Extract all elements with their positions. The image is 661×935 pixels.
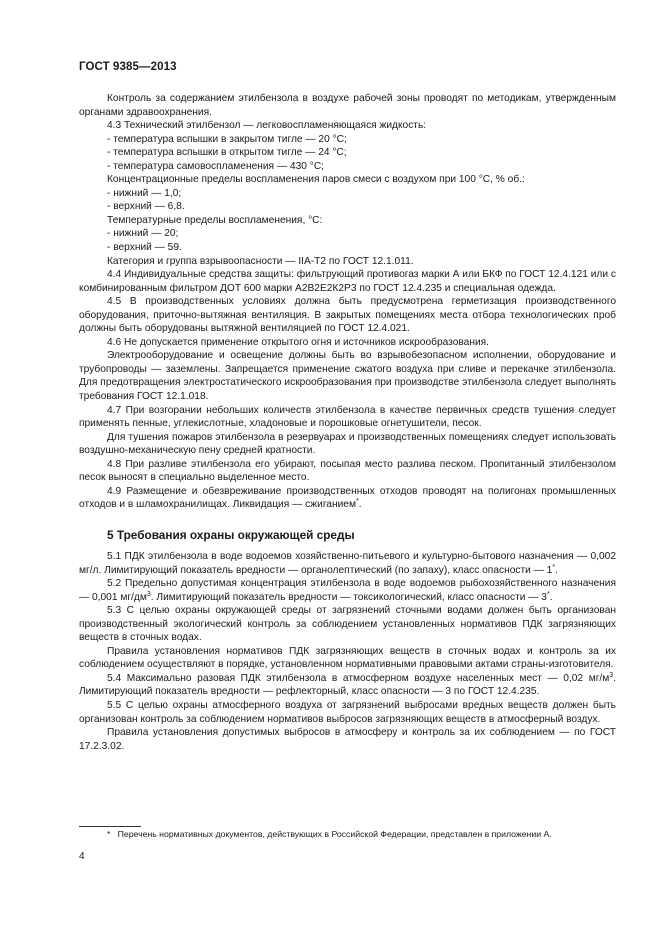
footnote-divider — [79, 826, 141, 827]
footnote-text: Перечень нормативных документов, действующих в Российской Федерации, представлен в приложении А. — [117, 829, 552, 839]
paragraph-5-2: 5.2 Предельно допустимая концентрация этилбензола в воде водоемов рыбохозяйственного назначения — 0,001 $мг/дм^3$. Лимитирующий показатель вредности — токсикологический, класс опасности — 3*. — [79, 578, 616, 603]
paragraph-5-1: 5.1 ПДК этилбензола в воде водоемов хозяйственно-питьевого и культурно-бытового назначения — 0,002 мг/л. Лимитирующий показатель вредности — органолептический (по запаху), класс опасности — 1*. — [79, 550, 616, 576]
footnote — [79, 829, 619, 840]
paragraph-4-3: 4.3 Технический этилбензол — легковоспламеняющаяся жидкость: — [107, 120, 427, 132]
paragraph-5-4-text: 5.4 Максимально разовая ПДК этилбензола в атмосферном воздухе населенных мест — 0,02 мг/м — [107, 672, 610, 684]
paragraph-4-4: 4.4 Индивидуальные средства защиты: фильтрующий противогаз марки А или БКФ по ГОСТ 12.4.121 или с комбинированным фильтром ДОТ 600 марки А2В2Е2К2Р3 по ГОСТ 12.4.235 и специальная одежда. — [79, 269, 616, 294]
superscript-3: 3 — [609, 671, 614, 679]
footnote-marker: * — [107, 829, 111, 839]
page-number: 4 — [79, 851, 85, 862]
footnote-mark: * — [552, 563, 556, 571]
paragraph-emission-rules: Правила установления допустимых выбросов в атмосферу и контроль за их соблюдением — по ГОСТ 17.2.3.02. — [79, 727, 616, 752]
paragraph-4-9: 4.9 Размещение и обезвреживание производственных отходов проводят на полигонах промышленных отходов и в шламохранилищах. Ликвидация — сжиганием*. — [79, 485, 616, 511]
footnote-mark: * — [355, 498, 359, 506]
paragraph-5-2-tail: . Лимитирующий показатель вредности — токсикологический, класс опасности — 3 — [150, 591, 547, 603]
list-item: - температура самовоспламенения — 430 °С; — [107, 160, 325, 172]
paragraph-4-6: 4.6 Не допускается применение открытого огня и источников искрообразования. — [107, 336, 490, 348]
paragraph-5-1-text: 5.1 ПДК этилбензола в воде водоемов хозяйственно-питьевого и культурно-бытового назначения — 0,002 мг/л. Лимитирующий показатель вредности — органолептический (по запаху), класс опасности — 1 — [79, 550, 616, 576]
document-header: ГОСТ 9385—2013 — [79, 61, 177, 73]
paragraph-5-3: 5.3 С целью охраны окружающей среды от загрязнений сточными водами должен быть организован производственный экологический контроль за соблюдением установленных нормативов ПДК загрязняющих веществ в сточных водах. — [79, 605, 616, 644]
list-item: - верхний — 59. — [107, 242, 182, 254]
section-5-heading: 5 Требования охраны окружающей среды — [107, 527, 355, 542]
paragraph-electro: Электрооборудование и освещение должны быть во взрывобезопасном исполнении, оборудование и трубопроводы — заземлены. Запрещается применение сжатого воздуха при сливе и перекачке этилбензола. Для предотвращения электростатического искрообразования при производстве этилбензола следует выполнять требования ГОСТ 12.1.018. — [79, 350, 616, 403]
list-item: - нижний — 20; — [107, 228, 179, 240]
body-text — [79, 92, 616, 753]
list-item: - температура вспышки в открытом тигле — 24 °С; — [107, 147, 347, 159]
paragraph-4-5: 4.5 В производственных условиях должна быть предусмотрена герметизация производственного оборудования, приточно-вытяжная вентиляция. В закрытых помещениях места отбора технологических проб должны быть оборудованы вытяжной вентиляцией по ГОСТ 12.4.021. — [79, 296, 616, 335]
paragraph-conc-limits: Концентрационные пределы воспламенения паров смеси с воздухом при 100 °С, % об.: — [107, 174, 525, 186]
paragraph-4-7: 4.7 При возгорании небольших количеств этилбензола в качестве первичных средств тушения следует применять пенные, углекислотные, хладоновые и порошковые огнетушители, песок. — [79, 404, 616, 430]
paragraph-4-8: 4.8 При разливе этилбензола его убирают, посыпая место разлива песком. Пропитанный этилбензолом песок выносят в специально выделенное место. — [79, 458, 616, 484]
superscript-3: 3 — [146, 590, 151, 598]
paragraph-fire-tanks: Для тушения пожаров этилбензола в резервуарах и производственных помещениях следует использовать воздушно-механическую пену средней кратности. — [79, 431, 616, 457]
paragraph-temp-limits: Температурные пределы воспламенения, °С: — [107, 214, 323, 226]
paragraph-5-4 — [79, 672, 616, 699]
paragraph-control: Контроль за содержанием этилбензола в воздухе рабочей зоны проводят по методикам, утвержденным органами здравоохранения. — [79, 93, 616, 118]
paragraph-5-5: 5.5 С целью охраны атмосферного воздуха от загрязнений выбросами вредных веществ должен быть организован контроль за соблюдением нормативов выбросов загрязняющих веществ в атмосферный воздух. — [79, 699, 616, 725]
paragraph-category: Категория и группа взрывоопасности — IIА-Т2 по ГОСТ 12.1.011. — [107, 255, 414, 267]
paragraph-pdk-rules: Правила установления нормативов ПДК загрязняющих веществ в сточных водах и контроль за их соблюдением осуществляют в порядке, установленном нормативными правовыми актами страны-изготовителя. — [79, 645, 616, 671]
paragraph-5-4-tail: . Лимитирующий показатель вредности — рефлекторный, класс опасности — 3 по ГОСТ 12.4.235. — [79, 672, 616, 698]
paragraph-4-9-text: 4.9 Размещение и обезвреживание производственных отходов проводят на полигонах промышленных отходов и в шламохранилищах. Ликвидация — сжиганием — [79, 485, 616, 511]
footnote-mark: * — [546, 590, 550, 598]
list-item: - температура вспышки в закрытом тигле — 20 °С; — [107, 133, 347, 145]
paragraph-5-2-text: 5.2 Предельно допустимая концентрация этилбензола в воде водоемов рыбохозяйственного назначения — 0,001 мг/дм — [79, 578, 616, 603]
list-item: - нижний — 1,0; — [107, 187, 182, 199]
list-item: - верхний — 6,8. — [107, 201, 185, 213]
